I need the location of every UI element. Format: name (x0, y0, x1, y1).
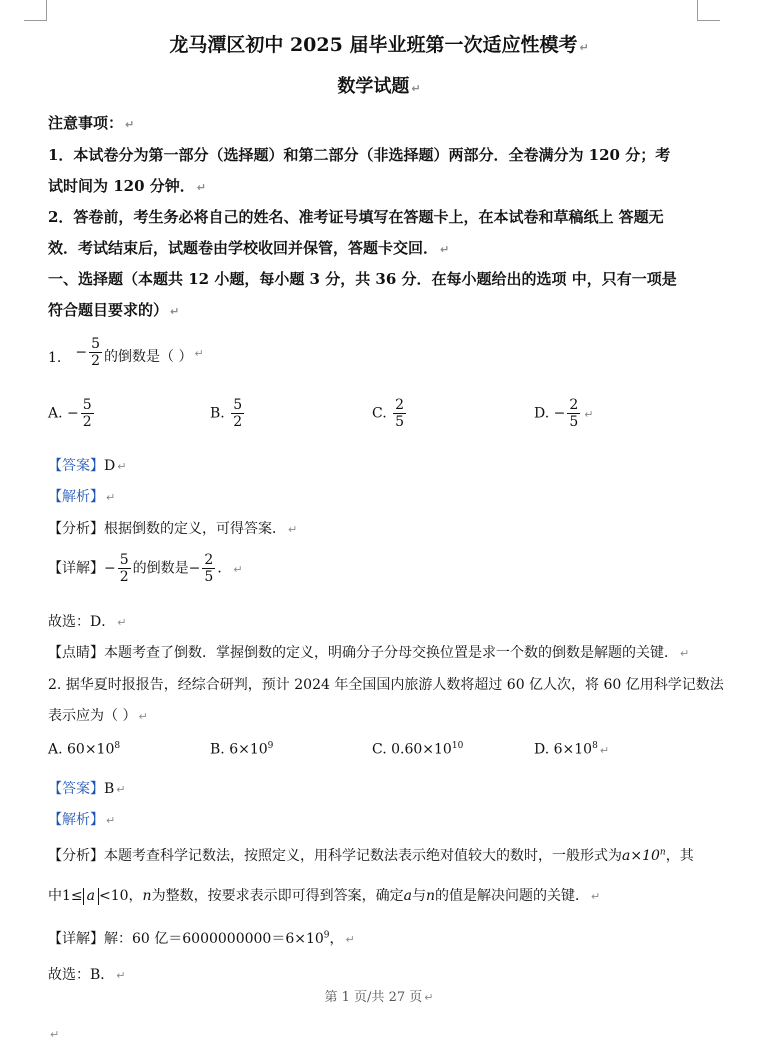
page-footer: 第 1 页/共 27 页 ↵ (324, 990, 434, 1005)
question-2-option-c: C. $0.60\times 10^{10}$ (372, 741, 464, 758)
question-1-detail: 【详解】− $\frac{5}{2}$ 的倒数是− $\frac{2}{5}$ ． ↵ (48, 552, 243, 585)
question-2-option-a: A. $60\times 10^8$ (48, 741, 121, 758)
paragraph-end-mark: ↵ (50, 1028, 60, 1041)
question-2-detail: 【详解】解：60 亿$=6000000000=6\times 10^9$， ↵ (48, 930, 355, 947)
question-1-comment: 【点睛】本题考查了倒数．掌握倒数的定义，明确分子分母交换位置是求一个数的倒数是解题的关键． ↵ (48, 645, 690, 661)
notice-heading: 注意事项： ↵ (48, 114, 135, 132)
question-2-fenxi-line-1: 【分析】本题考查科学记数法，按照定义，用科学记数法表示绝对值较大的数时，一般形式为$a\times 10^n$，其 (48, 847, 694, 864)
exam-title: 龙马潭区初中 2025 届毕业班第一次适应性模考 ↵ (169, 34, 589, 56)
question-2-choose: 故选：B． ↵ (48, 967, 126, 983)
notice-item-1-line-2: 试时间为 120 分钟． ↵ (48, 177, 206, 195)
notice-item-2-line-1: 2．答卷前，考生务必将自己的姓名、准考证号填写在答题卡上，在本试卷和草稿纸上 答题无 (48, 208, 664, 226)
crop-mark-top-right (697, 0, 720, 21)
crop-mark-top-left (24, 0, 47, 21)
question-1-option-d: D. − $\frac{2}{5}$ ↵ (534, 397, 594, 430)
question-2-fenxi-line-2: 中1≤ a <10，n为整数，按要求表示即可得到答案，确定a与n的值是解决问题的关键． ↵ (48, 888, 601, 904)
question-1-answer: 【答案】D ↵ (48, 458, 127, 474)
notice-item-2-line-2: 效．考试结束后，试题卷由学校收回并保管，答题卡交回． ↵ (48, 239, 450, 257)
question-2-option-b: B. $6\times 10^9$ (210, 741, 274, 758)
question-2-stem-line-1: 2. 据华夏时报报告，经综合研判，预计 2024 年全国国内旅游人数将超过 60 亿人次，将 60 亿用科学记数法 (48, 677, 724, 693)
question-1-choose: 故选：D． ↵ (48, 614, 127, 630)
question-1-option-b: B. $\frac{5}{2}$ (210, 397, 243, 430)
question-2-option-d: D. $6\times 10^8$ ↵ (534, 741, 610, 758)
question-1-fenxi: 【分析】根据倒数的定义，可得答案． ↵ (48, 521, 298, 537)
section-1-heading-line-1: 一、选择题（本题共 12 小题，每小题 3 分，共 36 分．在每小题给出的选项 中，只有一项是 (48, 270, 677, 288)
question-1-stem: 1. − $\frac{5}{2}$ 的倒数是（ ） ↵ (48, 336, 204, 369)
question-1-number: 1. (48, 350, 62, 366)
section-1-heading-line-2: 符合题目要求的） ↵ (48, 301, 180, 319)
question-1-option-a: A. − $\frac{5}{2}$ (48, 397, 92, 430)
question-1-option-c: C. $\frac{2}{5}$ (372, 397, 405, 430)
exam-subtitle: 数学试题 ↵ (337, 76, 421, 97)
question-2-stem-line-2: 表示应为（ ） ↵ (48, 708, 148, 724)
question-1-analysis-tag: 【解析】 ↵ (48, 489, 116, 505)
notice-item-1-line-1: 1．本试卷分为第一部分（选择题）和第二部分（非选择题）两部分．全卷满分为 120 分；考 (48, 146, 671, 164)
question-2-answer: 【答案】B ↵ (48, 781, 126, 797)
question-1-fraction: $\frac{5}{2}$ (91, 336, 101, 369)
question-2-analysis-tag: 【解析】 ↵ (48, 812, 116, 828)
